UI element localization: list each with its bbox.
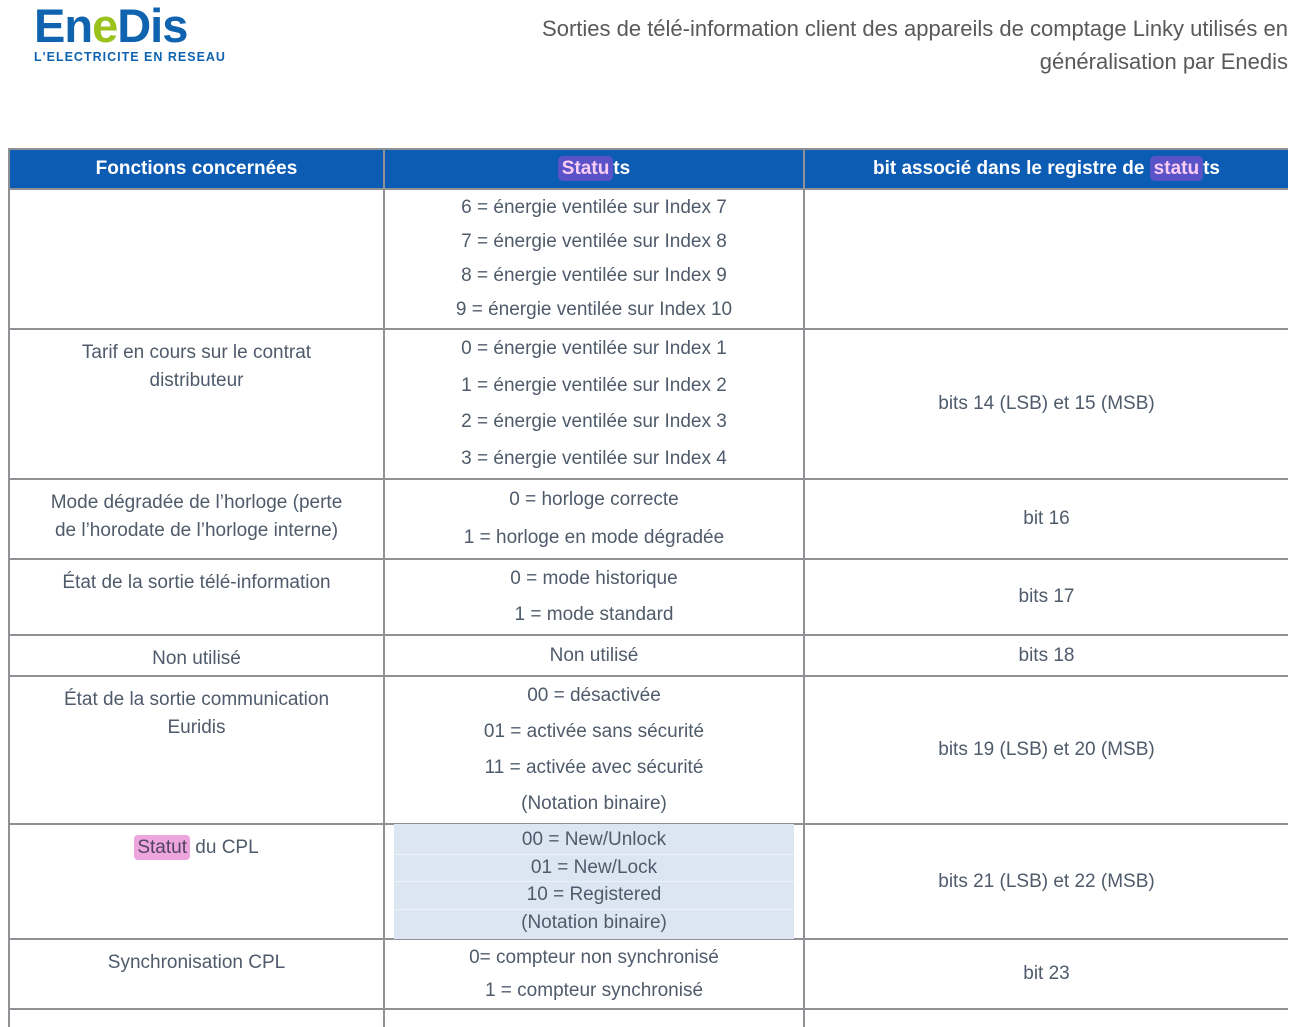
cell-statuts <box>384 329 804 479</box>
statut-line: 0 = horloge correcte <box>509 489 679 510</box>
column-header-statuts <box>384 149 804 189</box>
cell-bit: bit 23 <box>804 939 1288 1009</box>
page-title-line-1: Sorties de télé-information client des appareils de comptage Linky utilisés en <box>542 16 1288 41</box>
search-highlight-purple: statu <box>1150 156 1203 181</box>
header-text: ts <box>613 158 631 179</box>
cell-statuts <box>384 824 804 939</box>
fonction-line: État de la sortie télé-information <box>62 572 331 593</box>
page-title <box>348 12 1288 78</box>
cell-fonction <box>9 559 384 635</box>
table-row <box>9 559 1288 635</box>
statut-line: 0 = énergie ventilée sur Index 1 <box>461 338 727 360</box>
fonction-line: Tarif en cours sur le contrat <box>81 342 312 363</box>
page-title-line-2: généralisation par Enedis <box>1039 49 1288 74</box>
logo-text-blue: En <box>34 0 93 52</box>
statut-line: 1 = compteur synchronisé <box>484 979 704 1001</box>
cell-bit: bits 19 (LSB) et 20 (MSB) <box>804 676 1288 824</box>
statut-line: 3 = énergie ventilée sur Index 4 <box>461 447 727 469</box>
table-row <box>9 824 1288 939</box>
statut-line: 00 = désactivée <box>527 685 661 706</box>
statut-line: 9 = énergie ventilée sur Index 10 <box>455 299 733 320</box>
statut-line: Non utilisé <box>549 644 639 666</box>
statut-line: 1 = énergie ventilée sur Index 2 <box>461 374 727 396</box>
cell-fonction <box>9 676 384 824</box>
table-container <box>8 148 1288 1027</box>
fonction-line: Euridis <box>167 717 226 738</box>
cell-bit <box>804 189 1288 329</box>
table-row <box>9 189 1288 329</box>
table-row <box>9 635 1288 676</box>
fonction-line: Non utilisé <box>152 648 241 669</box>
statut-line: 01 = New/Lock <box>394 854 794 882</box>
logo-tagline: L'ELECTRICITE EN RESEAU <box>34 50 226 64</box>
fonction-line: Mode dégradée de l’horloge (perte <box>50 492 343 513</box>
statut-line: 00 = New/Unlock <box>521 829 667 850</box>
cell-bit <box>804 1009 1288 1027</box>
cell-fonction <box>9 479 384 559</box>
cell-bit: bit 16 <box>804 479 1288 559</box>
cell-statuts <box>384 676 804 824</box>
cell-statuts <box>384 189 804 329</box>
fonction-line: distributeur <box>149 370 244 391</box>
cell-fonction: Statut du CPL <box>9 824 384 939</box>
statut-line: 0 = mode historique <box>510 568 678 589</box>
logo-text-green: e <box>92 0 118 52</box>
cell-bit: bits 14 (LSB) et 15 (MSB) <box>804 329 1288 479</box>
statut-line: 11 = activée avec sécurité <box>484 757 704 778</box>
fonction-line: État de la sortie communication <box>63 689 330 710</box>
statut-line: 7 = énergie ventilée sur Index 8 <box>461 231 727 252</box>
fonction-line: de l’horodate de l’horloge interne) <box>54 520 339 541</box>
search-highlight-purple: Statu <box>558 156 614 181</box>
cell-fonction <box>9 635 384 676</box>
cell-statuts <box>384 939 804 1009</box>
table-header-row <box>9 149 1288 189</box>
statut-line: 0= compteur non synchronisé <box>469 946 719 968</box>
fonction-line: Synchronisation CPL <box>107 952 286 973</box>
statut-line: (Notation binaire) <box>394 909 794 937</box>
statut-line: 10 = Registered <box>394 881 794 909</box>
header-text: ts <box>1203 158 1220 179</box>
cell-statuts <box>384 1009 804 1027</box>
search-highlight-pink: Statut <box>134 835 190 860</box>
statut-line: 6 = énergie ventilée sur Index 7 <box>461 197 727 218</box>
column-header-bit-registre <box>804 149 1288 189</box>
statuts-table <box>8 148 1288 1027</box>
table-row <box>9 329 1288 479</box>
logo-text-blue: Dis <box>117 0 188 52</box>
statut-line: (Notation binaire) <box>521 793 667 814</box>
document-header <box>0 0 1296 140</box>
cell-fonction <box>9 1009 384 1027</box>
table-row <box>9 676 1288 824</box>
cell-statuts <box>384 479 804 559</box>
cell-bit: bits 17 <box>804 559 1288 635</box>
statut-line: 1 = mode standard <box>514 604 674 625</box>
cell-bit: bits 21 (LSB) et 22 (MSB) <box>804 824 1288 939</box>
enedis-logo <box>34 2 226 64</box>
table-row <box>9 1009 1288 1027</box>
header-text: bit associé dans le registre de <box>873 158 1150 179</box>
statut-line: 8 = énergie ventilée sur Index 9 <box>461 265 727 286</box>
table-body <box>9 189 1288 1027</box>
cell-fonction <box>9 329 384 479</box>
table-row <box>9 479 1288 559</box>
cell-fonction <box>9 189 384 329</box>
selection-highlight-block <box>394 824 794 939</box>
cell-statuts <box>384 635 804 676</box>
statut-line: 01 = activée sans sécurité <box>483 721 705 742</box>
column-header-fonctions <box>9 149 384 189</box>
cell-bit: bits 18 <box>804 635 1288 676</box>
cell-fonction <box>9 939 384 1009</box>
header-text: Fonctions concernées <box>95 158 298 179</box>
table-row <box>9 939 1288 1009</box>
statut-line: 1 = horloge en mode dégradée <box>463 527 725 548</box>
enedis-wordmark <box>34 2 226 50</box>
statut-line: 2 = énergie ventilée sur Index 3 <box>461 411 727 433</box>
cell-statuts <box>384 559 804 635</box>
